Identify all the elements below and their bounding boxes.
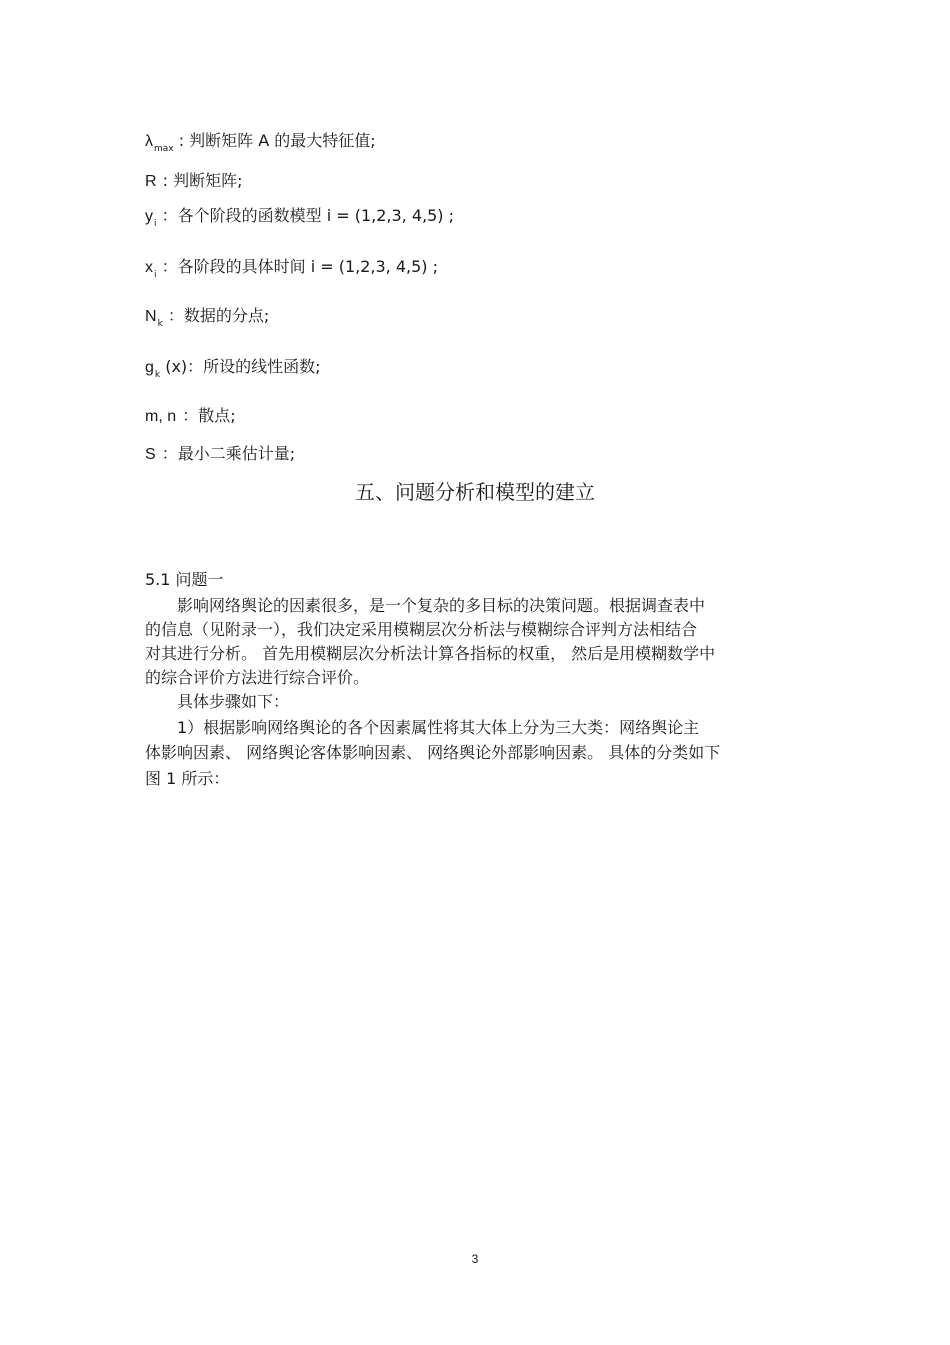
paragraph-line: 1）根据影响网络舆论的各个因素属性将其大体上分为三大类：网络舆论主 <box>177 718 700 737</box>
symbol: R <box>145 173 157 190</box>
symbol-description: ：各阶段的具体时间 i = (1,2,3, 4,5) ; <box>161 257 439 276</box>
symbol-line-n <box>145 306 269 329</box>
symbol: g <box>145 359 154 376</box>
page-number: 3 <box>471 1252 479 1266</box>
symbol-line-r <box>145 171 243 194</box>
symbol-subscript: max <box>154 144 174 154</box>
symbol-line-y <box>145 206 454 229</box>
symbol-description: ：数据的分点; <box>167 306 270 325</box>
symbol-line-s <box>145 444 295 467</box>
symbol: y <box>145 208 153 225</box>
symbol-line-mn <box>145 406 236 429</box>
symbol-description: ：最小二乘估计量; <box>161 444 296 463</box>
paragraph-line: 对其进行分析。 首先用模糊层次分析法计算各指标的权重， 然后是用模糊数学中 <box>145 644 716 663</box>
symbol: S <box>145 446 156 463</box>
symbol-description: (x)：所设的线性函数; <box>165 357 321 376</box>
section-heading: 五、问题分析和模型的建立 <box>355 480 595 504</box>
symbol-description: ：散点; <box>182 406 236 425</box>
symbol-line-x <box>145 257 438 280</box>
paragraph-line: 的信息（见附录一），我们决定采用模糊层次分析法与模糊综合评判方法相结合 <box>145 620 698 639</box>
symbol-subscript: k <box>154 370 161 380</box>
symbol-line-g <box>145 357 321 380</box>
symbol-line-lambda <box>145 131 376 154</box>
symbol-description: ：各个阶段的函数模型 i = (1,2,3, 4,5) ; <box>161 206 455 225</box>
symbol: N <box>145 308 157 325</box>
symbol-subscript: i <box>154 270 157 280</box>
symbol-description: : 判断矩阵 A 的最大特征值; <box>178 131 376 150</box>
paragraph-line: 的综合评价方法进行综合评价。 <box>145 668 370 687</box>
symbol-subscript: i <box>154 219 157 229</box>
paragraph-line: 图 1 所示： <box>145 769 230 788</box>
paragraph-line: 影响网络舆论的因素很多，是一个复杂的多目标的决策问题。根据调查表中 <box>177 596 706 615</box>
paragraph-line: 体影响因素、 网络舆论客体影响因素、 网络舆论外部影响因素。 具体的分类如下 <box>145 743 721 762</box>
symbol-subscript: k <box>157 319 163 329</box>
subsection-title: 5.1 问题一 <box>145 570 224 589</box>
symbol-description: : 判断矩阵; <box>162 171 243 190</box>
steps-intro: 具体步骤如下： <box>177 692 290 711</box>
symbol: x <box>145 259 153 276</box>
symbol: m, n <box>145 408 177 425</box>
symbol: λ <box>145 133 153 150</box>
